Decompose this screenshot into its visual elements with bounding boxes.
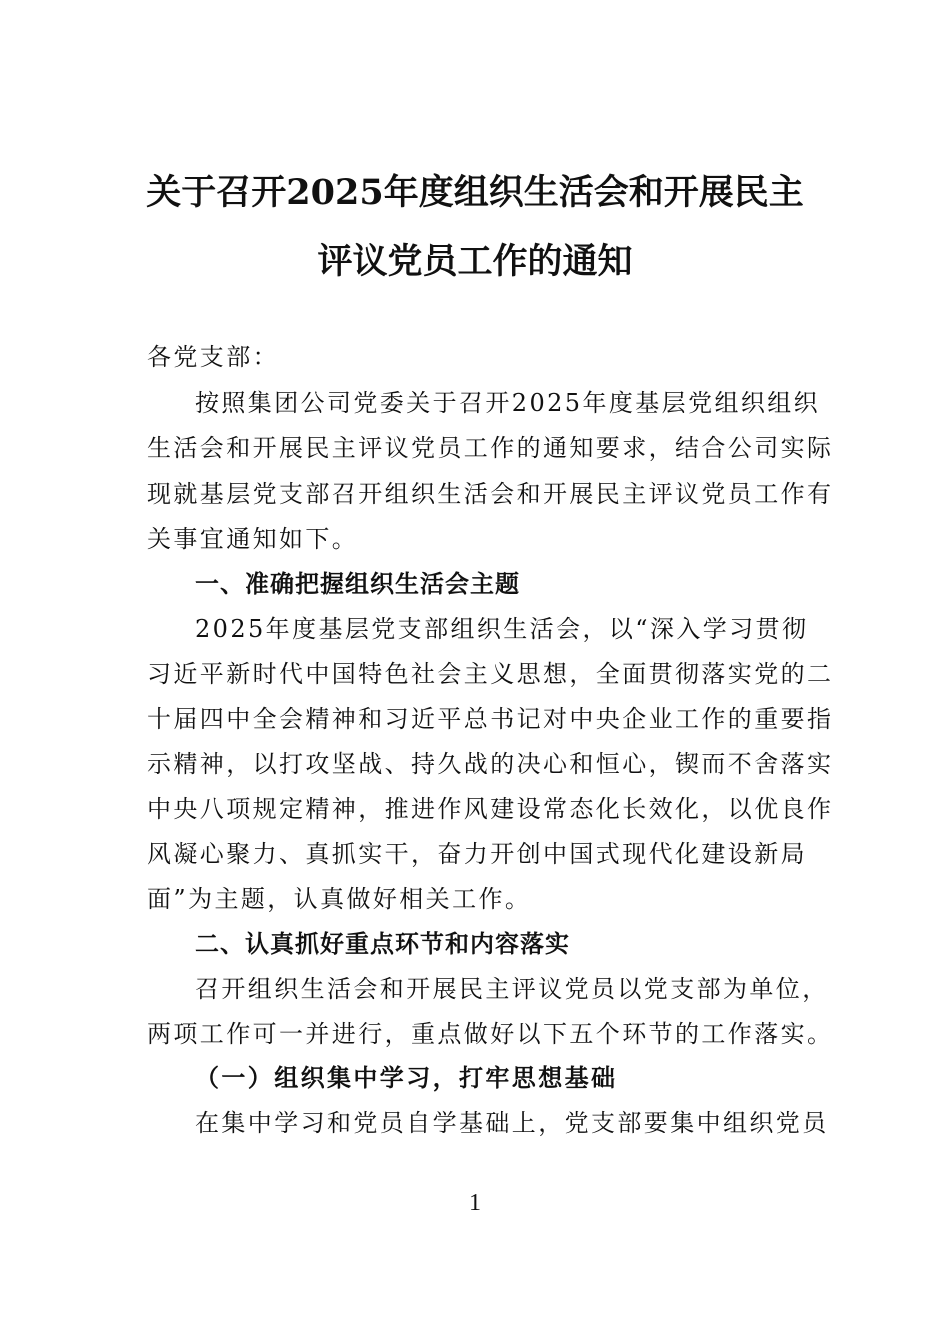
section-1-heading: 一、准确把握组织生活会主题 bbox=[195, 570, 520, 598]
intro-line: 现就基层党支部召开组织生活会和开展民主评议党员工作有 bbox=[147, 480, 834, 508]
section-2-line: 两项工作可一并进行，重点做好以下五个环节的工作落实。 bbox=[147, 1020, 834, 1048]
section-1-line: 2025年度基层党支部组织生活会，以“深入学习贯彻 bbox=[195, 615, 809, 643]
section-2-heading: 二、认真抓好重点环节和内容落实 bbox=[195, 930, 570, 958]
intro-line: 生活会和开展民主评议党员工作的通知要求，结合公司实际 bbox=[147, 434, 834, 462]
document-title-line-2: 评议党员工作的通知 bbox=[317, 241, 633, 282]
section-1-line: 风凝心聚力、真抓实干，奋力开创中国式现代化建设新局 bbox=[147, 840, 807, 868]
subsection-1-heading: （一）组织集中学习，打牢思想基础 bbox=[195, 1063, 618, 1092]
section-1-line: 十届四中全会精神和习近平总书记对中央企业工作的重要指 bbox=[147, 705, 834, 733]
intro-line: 按照集团公司党委关于召开2025年度基层党组织组织 bbox=[195, 389, 821, 417]
section-2-line: 召开组织生活会和开展民主评议党员以党支部为单位， bbox=[195, 975, 829, 1003]
section-1-line: 习近平新时代中国特色社会主义思想，全面贯彻落实党的二 bbox=[147, 660, 834, 688]
salutation: 各党支部： bbox=[147, 343, 279, 371]
page-number: 1 bbox=[469, 1190, 481, 1216]
intro-line: 关事宜通知如下。 bbox=[147, 525, 359, 553]
section-1-line: 示精神，以打攻坚战、持久战的决心和恒心，锲而不舍落实 bbox=[147, 750, 834, 778]
document-title-line-1: 关于召开2025年度组织生活会和开展民主 bbox=[146, 172, 804, 213]
subsection-1-line: 在集中学习和党员自学基础上，党支部要集中组织党员 bbox=[195, 1109, 829, 1137]
section-1-line: 中央八项规定精神，推进作风建设常态化长效化，以优良作 bbox=[147, 795, 834, 823]
section-1-line: 面”为主题，认真做好相关工作。 bbox=[147, 885, 532, 913]
